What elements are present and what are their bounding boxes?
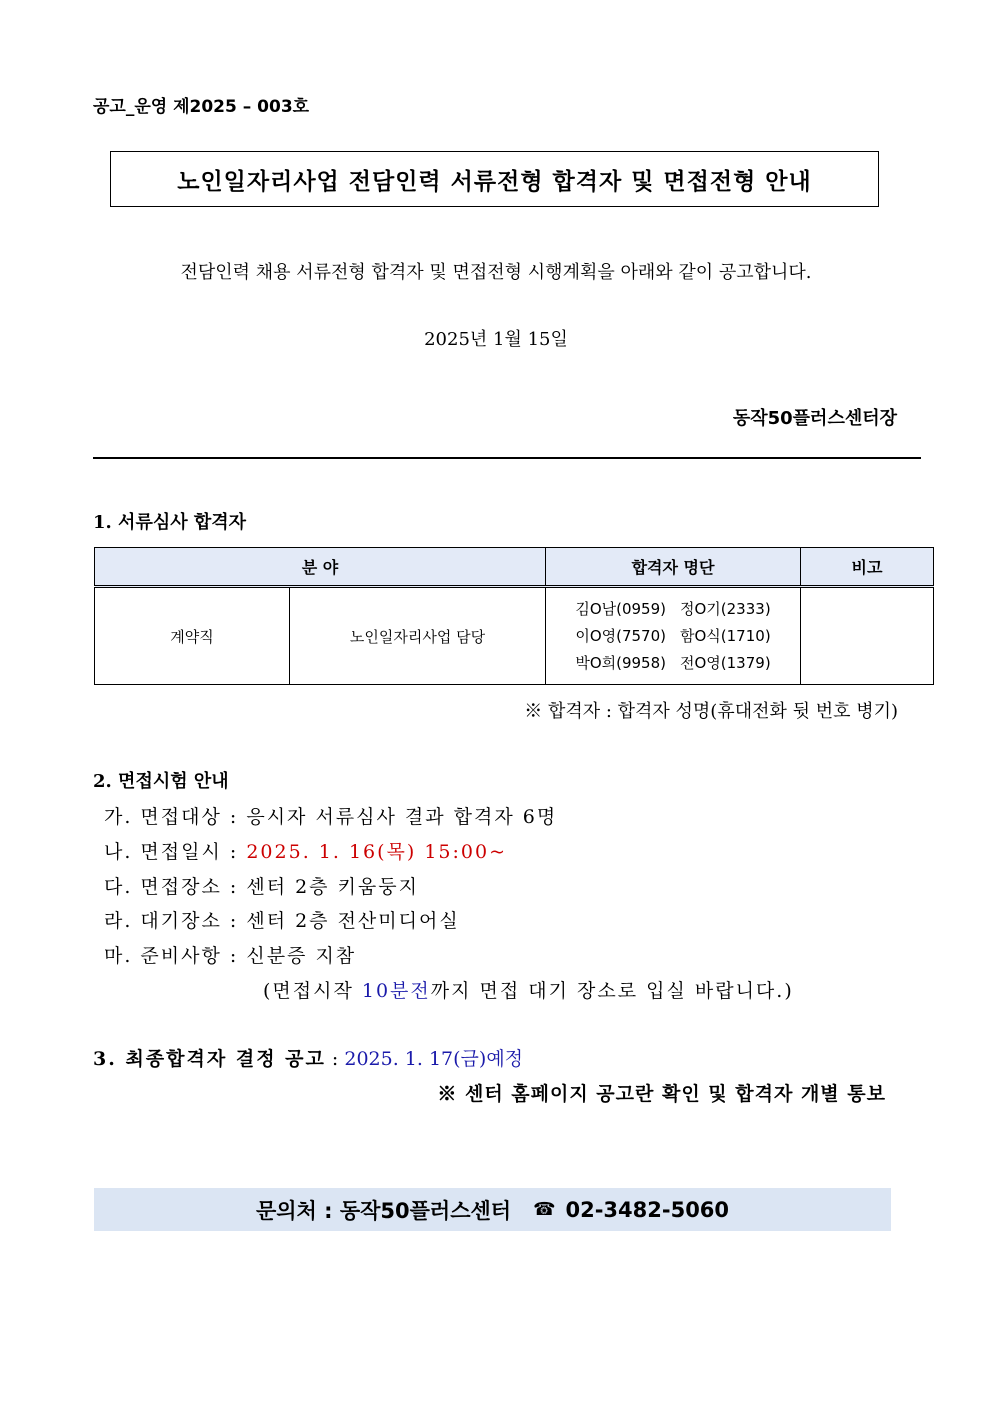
item-value: 2025. 1. 16(목) 15:00~	[246, 841, 508, 863]
issuer-name: 동작50플러스센터장	[732, 408, 897, 429]
note-highlight: 10분전	[361, 980, 431, 1002]
title-text: 노인일자리사업 전담인력 서류전형 합격자 및 면접전형 안내	[177, 167, 812, 195]
cell-passers	[546, 587, 801, 685]
header-field: 분 야	[95, 548, 546, 587]
contact-bar	[94, 1188, 891, 1231]
table-row	[95, 587, 934, 685]
arrival-note	[263, 976, 794, 1003]
interview-location	[104, 872, 419, 899]
final-announcement	[93, 1044, 523, 1071]
section3-label: 3. 최종합격자 결정 공고	[93, 1048, 326, 1070]
item-value: 센터 2층 전산미디어실	[246, 910, 460, 932]
section2-heading: 2. 면접시험 안내	[93, 771, 229, 792]
passer-name: 전O영(1379)	[680, 653, 771, 672]
item-label: 다. 면접장소 :	[104, 876, 247, 898]
interview-target	[104, 802, 557, 829]
page-title	[110, 151, 879, 207]
table-note: ※ 합격자 : 합격자 성명(휴대전화 뒷 번호 병기)	[524, 701, 898, 722]
passer-line	[546, 596, 800, 623]
section3-value: 2025. 1. 17(금)예정	[344, 1048, 524, 1070]
contact-label: 문의처 : 동작50플러스센터	[255, 1198, 512, 1223]
announcement-date: 2025년 1월 15일	[424, 329, 568, 350]
phone-icon: ☎	[533, 1199, 556, 1220]
item-value: 센터 2층 키움둥지	[246, 876, 419, 898]
item-label: 나. 면접일시 :	[104, 841, 247, 863]
table-header-row	[95, 548, 934, 587]
item-label: 라. 대기장소 :	[104, 910, 247, 932]
waiting-location	[104, 906, 460, 933]
section3-note: ※ 센터 홈페이지 공고란 확인 및 합격자 개별 통보	[437, 1083, 886, 1105]
note-before: (면접시작	[263, 980, 362, 1002]
contact-phone: 02-3482-5060	[565, 1197, 730, 1222]
intro-text: 전담인력 채용 서류전형 합격자 및 면접전형 시행계획을 아래와 같이 공고합니다.	[180, 262, 812, 283]
document-number: 공고_운영 제2025 – 003호	[93, 97, 310, 117]
section1-heading: 1. 서류심사 합격자	[93, 512, 247, 533]
item-label: 마. 준비사항 :	[104, 945, 247, 967]
note-after: 까지 면접 대기 장소로 입실 바랍니다.)	[430, 980, 794, 1002]
cell-type: 계약직	[95, 587, 290, 685]
passer-name: 이O영(7570)	[575, 626, 666, 645]
passer-line	[546, 623, 800, 650]
item-value: 응시자 서류심사 결과 합격자 6명	[246, 806, 558, 828]
header-passers: 합격자 명단	[546, 548, 801, 587]
passer-name: 정O기(2333)	[680, 599, 771, 618]
passers-table	[94, 547, 934, 685]
cell-remarks	[801, 587, 934, 685]
passer-line	[546, 650, 800, 677]
divider	[93, 457, 921, 459]
item-label: 가. 면접대상 :	[104, 806, 247, 828]
preparation	[104, 941, 356, 968]
section3-separator: :	[325, 1048, 345, 1070]
interview-datetime	[104, 837, 507, 864]
cell-job: 노인일자리사업 담당	[290, 587, 546, 685]
passer-name: 박O희(9958)	[575, 653, 666, 672]
passer-name: 김O남(0959)	[575, 599, 666, 618]
passer-name: 함O식(1710)	[680, 626, 771, 645]
header-remarks: 비고	[801, 548, 934, 587]
item-value: 신분증 지참	[246, 945, 357, 967]
